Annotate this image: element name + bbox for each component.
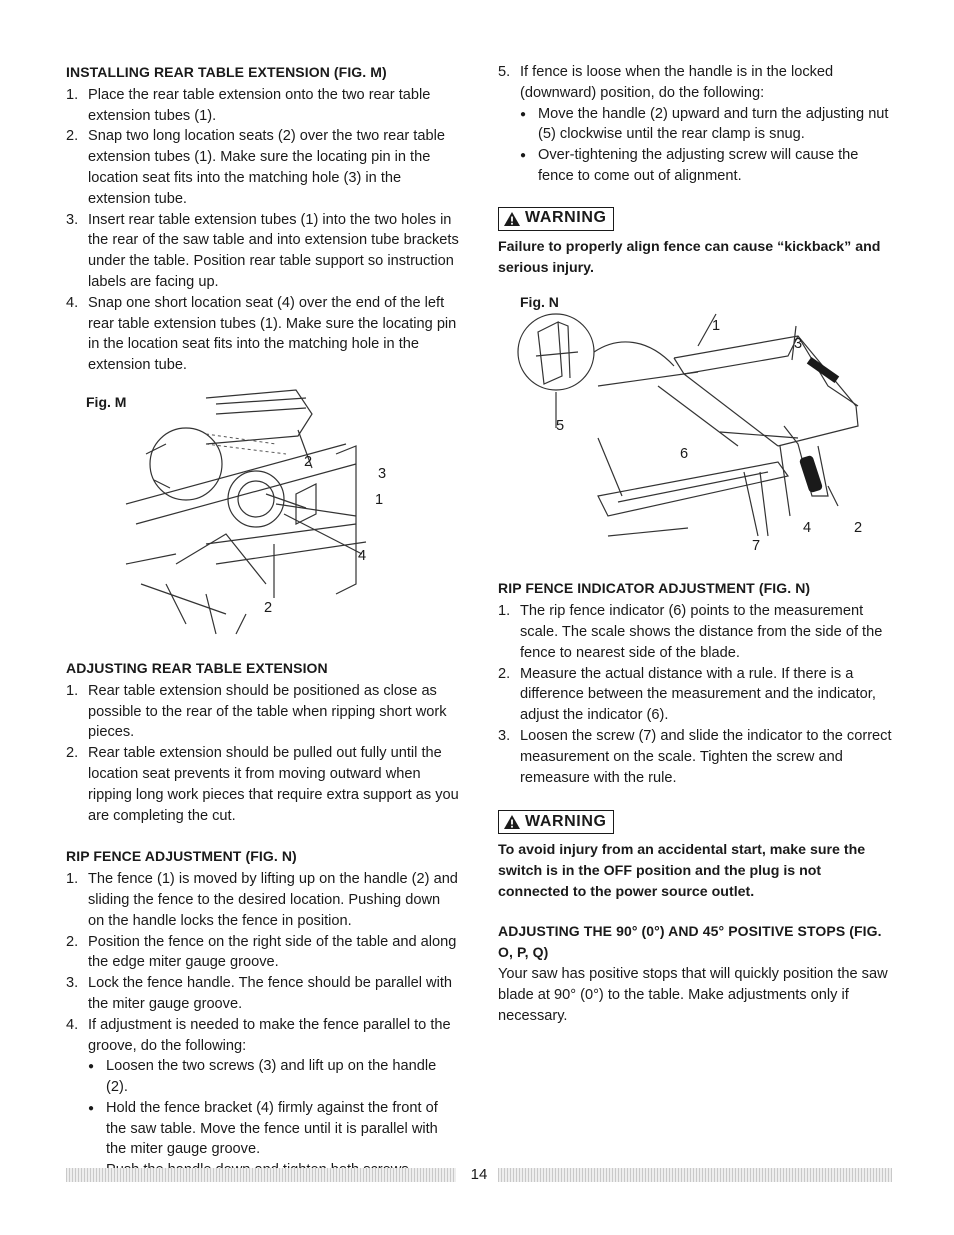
section-heading-positive-stops: ADJUSTING THE 90° (0°) AND 45° POSITIVE STOPS (FIG. O, P, Q) xyxy=(498,922,882,960)
callout-5: 5 xyxy=(556,418,565,435)
list-item: 1. The fence (1) is moved by lifting up on the handle (2) and sliding the fence to the desired location. Pushing down on the handle locks the fence in position. xyxy=(66,871,458,929)
list-item: 2. Measure the actual distance with a rule. If there is a difference between the measurement and the indicator, adjust the indicator (6). xyxy=(498,665,876,724)
warning-label: WARNING xyxy=(525,209,607,227)
list-item: 3. Loosen the screw (7) and slide the indicator to the correct measurement on the scale. Tighten the screw and remeasure with the rule. xyxy=(498,727,892,786)
warning-triangle-icon xyxy=(503,814,521,830)
list-item: 1. Place the rear table extension onto the two rear table extension tubes (1). xyxy=(66,86,431,124)
list-item: 4. Snap one short location seat (4) over the end of the left rear table extension tubes (1). Make sure the locating pin in the location seat fits into the matching hole in the extension tube. xyxy=(66,294,457,374)
bullet-item: ● Over-tightening the adjusting screw will cause the fence to come out of alignment. xyxy=(520,145,892,187)
footer-stripe-right xyxy=(498,1168,892,1182)
paragraph: Your saw has positive stops that will quickly position the saw blade at 90° (0°) to the table. Make adjustments only if necessary. xyxy=(498,966,888,1024)
bullet-dot-icon: ● xyxy=(520,150,527,162)
callout-2: 2 xyxy=(854,520,863,537)
bullet-dot-icon: ● xyxy=(88,1102,95,1114)
list-item: 5. If fence is loose when the handle is in the locked (downward) position, do the following: xyxy=(498,64,834,101)
bullet-item: ● Hold the fence bracket (4) firmly against the front of the saw table. Move the fence until it is parallel with the miter gauge groove. xyxy=(88,1098,460,1160)
figure-m-label: Fig. M xyxy=(86,393,127,410)
list-item: 2. Rear table extension should be pulled out fully until the location seat prevents it from moving outward when ripping long work pieces that require extra support as you are completing the cut. xyxy=(66,745,459,824)
warning-box xyxy=(498,810,614,834)
right-column xyxy=(498,62,892,1027)
list-item: 1. The rip fence indicator (6) points to the measurement scale. The scale shows the distance from the side of the fence to nearest side of the blade. xyxy=(498,603,883,661)
callout-7: 7 xyxy=(752,538,761,555)
left-column xyxy=(66,62,460,1182)
warning-label: WARNING xyxy=(525,812,607,830)
figure-n xyxy=(498,296,892,568)
page-footer xyxy=(66,1166,892,1184)
list-item: 3. Insert rear table extension tubes (1) into the two holes in the rear of the saw table and into extension tube brackets under the table. Position rear table support so instruction labels are facing up. xyxy=(66,211,459,290)
callout-6: 6 xyxy=(680,446,689,463)
callout-3: 3 xyxy=(378,465,387,482)
warning-text: Failure to properly align fence can cause “kickback” and serious injury. xyxy=(498,238,881,276)
callout-1: 1 xyxy=(375,491,384,508)
section-heading-installing: INSTALLING REAR TABLE EXTENSION (FIG. M) xyxy=(66,64,387,80)
list-item: 4. If adjustment is needed to make the fence parallel to the groove, do the following: xyxy=(66,1016,451,1054)
figure-n-label: Fig. N xyxy=(520,294,559,311)
bullet-item: ● Loosen the two screws (3) and lift up on the handle (2). xyxy=(88,1056,460,1098)
figure-m xyxy=(66,384,460,646)
callout-4: 4 xyxy=(803,520,812,537)
callout-1: 1 xyxy=(712,318,721,335)
section-heading-indicator: RIP FENCE INDICATOR ADJUSTMENT (FIG. N) xyxy=(498,580,811,597)
callout-3: 3 xyxy=(794,336,803,353)
footer-stripe-left xyxy=(66,1168,456,1182)
section-heading-rip-fence: RIP FENCE ADJUSTMENT (FIG. N) xyxy=(66,848,297,865)
bullet-dot-icon: ● xyxy=(88,1061,95,1073)
list-item: 1. Rear table extension should be positioned as close as possible to the rear of the table when ripping short work pieces. xyxy=(66,682,447,741)
warning-text: To avoid injury from an accidental start, make sure the switch is in the OFF position and the plug is not connected to the power source outlet. xyxy=(498,842,866,900)
list-item: 2. Snap two long location seats (2) over the two rear table extension tubes (1). Make sure the locating pin in the location seat fits into the matching hole (3) in the extension tube. xyxy=(66,128,445,207)
list-item: 2. Position the fence on the right side of the table and along the edge miter gauge groove. xyxy=(66,933,457,971)
page-number: 14 xyxy=(470,1166,488,1183)
callout-2b: 2 xyxy=(264,599,273,616)
warning-triangle-icon xyxy=(503,211,521,227)
callout-2: 2 xyxy=(304,453,313,470)
figure-m-illustration xyxy=(66,384,460,646)
section-heading-adjusting-rear: ADJUSTING REAR TABLE EXTENSION xyxy=(66,659,328,676)
list-item: 3. Lock the fence handle. The fence should be parallel with the miter gauge groove. xyxy=(66,975,453,1012)
bullet-dot-icon: ● xyxy=(520,108,527,120)
bullet-item: ● Move the handle (2) upward and turn the adjusting nut (5) clockwise until the rear clamp is snug. xyxy=(520,104,892,146)
callout-4: 4 xyxy=(358,547,367,564)
warning-box xyxy=(498,207,614,231)
